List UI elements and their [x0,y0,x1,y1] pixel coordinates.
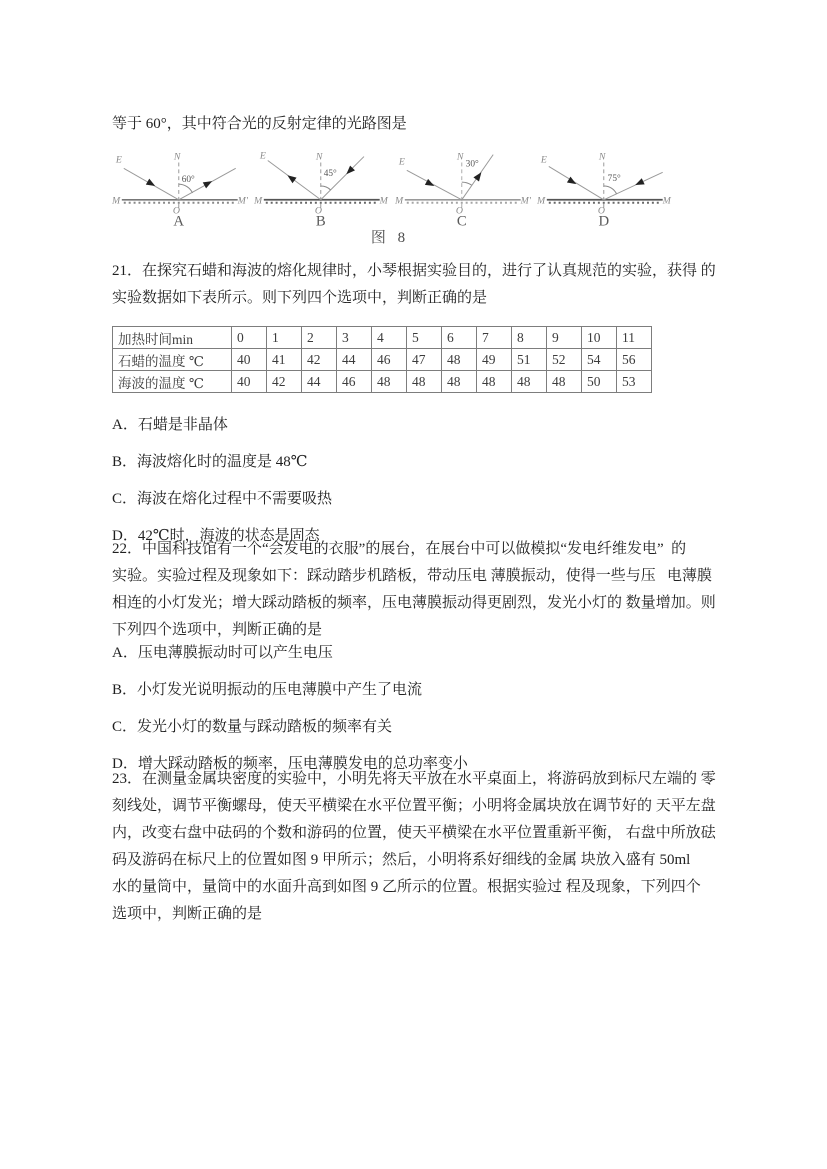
incident-ray [407,170,462,199]
table-row-label: 石蜡的温度 ℃ [113,349,232,371]
mirror-label-m-prime: M′ [237,195,248,207]
table-cell: 53 [617,371,652,393]
table-cell: 51 [512,349,547,371]
mirror-label-m-prime: M′ [662,195,672,207]
mirror-label-m-prime: M′ [520,195,531,207]
table-cell: 48 [477,371,512,393]
table-cell: 54 [582,349,617,371]
option-d: D．42℃时，海波的状态是固态 [112,528,320,544]
table-row-label: 加热时间min [113,327,232,349]
diagram-option-letter: B [315,213,326,228]
text-line: 水的量筒中，量筒中的水面升高到如图 9 乙所示的位置。根据实验过 程及现象，下列四个 [112,879,701,895]
text-line: 相连的小灯发光；增大踩动踏板的频率，压电薄膜振动得更剧烈，发光小灯的 数量增加。则 [112,595,716,611]
option-b: B．小灯发光说明振动的压电薄膜中产生了电流 [112,682,423,698]
ray-diagram-a [112,148,248,228]
text-line: 22．中国科技馆有一个“会发电的衣服”的展台，在展台中可以做模拟“发电纤维发电” 的 [112,541,687,557]
normal-label-n: N [456,151,464,163]
table-cell: 48 [512,371,547,393]
ray-label-e: E [115,154,122,166]
mirror-label-m: M [253,195,262,207]
table-cell: 3 [337,327,372,349]
option-c: C．海波在熔化过程中不需要吸热 [112,491,333,507]
ray-label-e: E [540,154,547,166]
text-line: 下列四个选项中，判断正确的是 [112,622,323,638]
angle-arc [603,186,616,194]
ray-diagram-b [254,148,390,228]
table-row [113,327,652,349]
reflected-arrowhead [633,178,644,188]
point-label-o: O [455,205,463,217]
option-b: B．海波熔化时的温度是 48℃ [112,454,308,470]
table-cell: 0 [232,327,267,349]
table-row-label: 海波的温度 ℃ [113,371,232,393]
question-23 [112,766,716,928]
table-cell: 6 [442,327,477,349]
text-line: 实验数据如下表所示。则下列四个选项中，判断正确的是 [112,290,488,306]
angle-label: 75° [607,174,621,185]
ray-diagram-d [537,148,673,228]
table-row [113,371,652,393]
angle-label: 45° [323,169,337,180]
table-cell: 4 [372,327,407,349]
table-cell: 10 [582,327,617,349]
table-cell: 40 [232,371,267,393]
incident-ray [548,166,603,199]
table-cell: 47 [407,349,442,371]
table-cell: 48 [442,371,477,393]
table-cell: 41 [267,349,302,371]
table-cell: 52 [547,349,582,371]
option-a: A．石蜡是非晶体 [112,417,228,433]
table-cell: 44 [302,371,337,393]
text-line: 选项中，判断正确的是 [112,906,263,922]
question-21 [112,258,716,312]
option-d: D．增大踩动踏板的频率，压电薄膜发电的总功率变小 [112,756,468,772]
normal-label-n: N [315,151,322,163]
reflected-arrowhead [203,178,214,188]
angle-arc [179,184,193,193]
table-cell: 2 [302,327,337,349]
table-cell: 11 [617,327,652,349]
table-cell: 46 [337,371,372,393]
table-cell: 46 [372,349,407,371]
question-22 [112,536,716,644]
angle-label: 30° [465,159,479,170]
figure-8-caption: 图 8 [370,230,410,246]
option-c: C．发光小灯的数量与踩动踏板的频率有关 [112,719,393,735]
table-cell: 48 [372,371,407,393]
q21-table [112,326,652,393]
table-cell: 9 [547,327,582,349]
q21-table-body [113,327,652,393]
table-cell: 42 [267,371,302,393]
mirror-label-m: M [395,195,404,207]
text-line: 等于 60°，其中符合光的反射定律的光路图是 [112,116,407,132]
ray-label-e: E [259,150,266,162]
reflected-arrowhead [473,170,484,181]
mirror-label-m: M [112,195,121,207]
incident-arrowhead [146,179,157,189]
text-line: 21．在探究石蜡和海波的熔化规律时，小琴根据实验目的，进行了认真规范的实验，获得 的 [112,263,716,279]
diagram-option-letter: C [456,213,467,228]
point-label-o: O [597,205,605,217]
table-cell: 49 [477,349,512,371]
point-label-o: O [314,205,322,217]
mirror-label-m-prime: M′ [379,195,389,207]
text-line: 刻线处，调节平衡螺母，使天平横梁在水平位置平衡；小明将金属块放在调节好的 天平左盘 [112,798,716,814]
text-line: 码及游码在标尺上的位置如图 9 甲所示；然后，小明将系好细线的金属 块放入盛有 50ml [112,852,691,868]
ray-label-e: E [398,156,405,168]
table-cell: 8 [512,327,547,349]
ray-diagram-c [395,148,531,228]
intro-paragraph [112,111,407,138]
table-cell: 5 [407,327,442,349]
table-cell: 44 [337,349,372,371]
text-line: 实验。实验过程及现象如下：踩动踏步机踏板，带动压电 薄膜振动，使得一些与压 电薄膜 [112,568,713,584]
incident-arrowhead [285,172,296,183]
table-cell: 50 [582,371,617,393]
table-cell: 48 [547,371,582,393]
point-label-o: O [172,205,180,217]
angle-label: 60° [181,175,195,186]
diagram-option-letter: D [597,213,609,228]
table-cell: 56 [617,349,652,371]
angle-arc [462,182,472,185]
table-cell: 7 [477,327,512,349]
text-line: 23．在测量金属块密度的实验中，小明先将天平放在水平桌面上，将游码放到标尺左端的 零 [112,771,716,787]
table-row [113,349,652,371]
table-cell: 48 [407,371,442,393]
figure-8-diagrams [112,148,672,228]
option-a: A．压电薄膜振动时可以产生电压 [112,645,333,661]
text-line: 内，改变右盘中砝码的个数和游码的位置，使天平横梁在水平位置重新平衡， 右盘中所放砝 [112,825,716,841]
angle-arc [320,186,330,190]
table-cell: 40 [232,349,267,371]
normal-label-n: N [598,151,605,163]
diagram-option-letter: A [173,213,185,228]
mirror-label-m: M [536,195,545,207]
table-cell: 42 [302,349,337,371]
table-cell: 48 [442,349,477,371]
normal-label-n: N [173,151,181,163]
table-cell: 1 [267,327,302,349]
